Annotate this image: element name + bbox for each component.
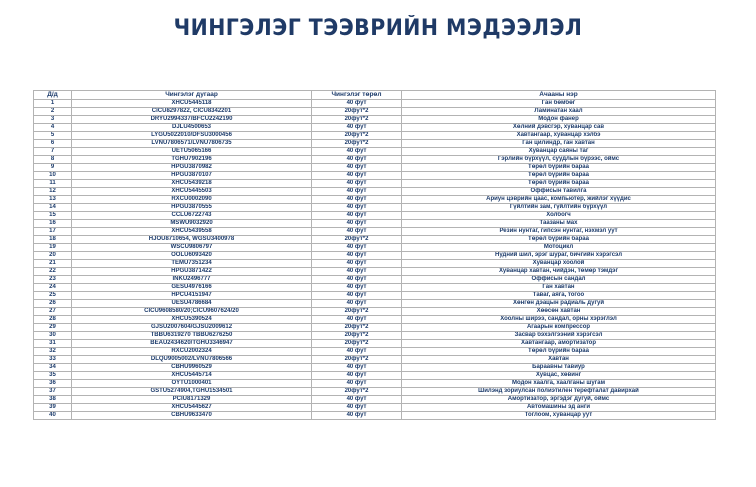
row-index: 27 [34,308,72,316]
container-number: XHCU5390524 [72,316,312,324]
table-row [34,276,716,284]
row-index: 11 [34,180,72,188]
table-row [34,196,716,204]
table-row [34,164,716,172]
table-row [34,260,716,268]
cargo-name: Автомашины эд анги [402,404,716,412]
table-row [34,284,716,292]
cargo-name: Хоолны ширээ, сандал, орны хэрэглэл [402,316,716,324]
container-number: UETU5065166 [72,148,312,156]
table-row [34,228,716,236]
container-number: HJOU8710654, WGSU3400978 [72,236,312,244]
row-index: 37 [34,388,72,396]
container-number: DLQU9005002/LVNU7806566 [72,356,312,364]
row-index: 14 [34,204,72,212]
container-type: 20фут*2 [312,388,402,396]
table-row [34,332,716,340]
table-row [34,100,716,108]
cargo-name: Ариун цэврийн цаас, компьютер, жийлэг хүүдис [402,196,716,204]
cargo-name: Хөлний дэвсгэр, хуванцар сав [402,124,716,132]
row-index: 24 [34,284,72,292]
table-row [34,148,716,156]
table-row [34,396,716,404]
container-type: 40 фут [312,380,402,388]
container-number: HPCU4151947 [72,292,312,300]
cargo-name: Засвар бэхэлгээний хэрэгсэл [402,332,716,340]
cargo-name: Холбогч [402,212,716,220]
table-row [34,292,716,300]
table-row [34,172,716,180]
table-row [34,108,716,116]
cargo-name: Төрөл бүрийн бараа [402,348,716,356]
cargo-name: Тоглоом, хуванцар уут [402,412,716,420]
container-number: CCLU6722743 [72,212,312,220]
row-index: 32 [34,348,72,356]
cargo-name: Хуванцар хавтан, чийдэн, төмөр тэмдэг [402,268,716,276]
table-row [34,244,716,252]
table-row [34,356,716,364]
cargo-name: Хавтан [402,356,716,364]
cargo-name: Таваг, аяга, тогоо [402,292,716,300]
cargo-name: Хуванцар хоолой [402,260,716,268]
row-index: 3 [34,116,72,124]
row-index: 16 [34,220,72,228]
cargo-name: Хавтангаар, хуванцар хэлбэ [402,132,716,140]
cargo-name: Таазаны мах [402,220,716,228]
table-row [34,372,716,380]
header-container-type: Чингэлэг төрөл [312,91,402,100]
container-number: HPGU3870107 [72,172,312,180]
row-index: 26 [34,300,72,308]
table-row [34,252,716,260]
container-type: 40 фут [312,156,402,164]
container-number: OOLU6093420 [72,252,312,260]
row-index: 18 [34,236,72,244]
container-type: 40 фут [312,276,402,284]
container-number: WSCU9806797 [72,244,312,252]
container-number: DJLU4500653 [72,124,312,132]
table-row [34,116,716,124]
table-row [34,212,716,220]
cargo-name: Агаарын компрессор [402,324,716,332]
row-index: 12 [34,188,72,196]
container-number: GSTU5274904,TGHU1534501 [72,388,312,396]
table-header-row [34,91,716,100]
row-index: 31 [34,340,72,348]
table-row [34,132,716,140]
table-row [34,124,716,132]
container-number: GESU4976166 [72,284,312,292]
row-index: 36 [34,380,72,388]
cargo-name: Оффисын тавилга [402,188,716,196]
container-type: 40 фут [312,180,402,188]
container-number: RXCU0002090 [72,196,312,204]
container-type: 40 фут [312,100,402,108]
container-number: OYTU1000401 [72,380,312,388]
cargo-name: Ган хавтан [402,284,716,292]
container-number: RXCU2002324 [72,348,312,356]
table-row [34,308,716,316]
container-number: CICU9608580/20;CICU9607624/20 [72,308,312,316]
table-row [34,300,716,308]
header-container-number: Чингэлэг дугаар [72,91,312,100]
table-row [34,236,716,244]
row-index: 9 [34,164,72,172]
container-number: GJSU2007604/GJSU2009612 [72,324,312,332]
container-number: LYGU5022010/DFSU3000456 [72,132,312,140]
container-type: 40 фут [312,204,402,212]
row-index: 4 [34,124,72,132]
container-type: 40 фут [312,412,402,420]
container-type: 40 фут [312,300,402,308]
table-row [34,380,716,388]
row-index: 8 [34,156,72,164]
container-number: TGHU7902196 [72,156,312,164]
row-index: 34 [34,364,72,372]
row-index: 2 [34,108,72,116]
table-row [34,316,716,324]
table-row [34,340,716,348]
table-row [34,188,716,196]
container-type: 40 фут [312,148,402,156]
table-row [34,404,716,412]
cargo-name: Төрөл бүрийн бараа [402,180,716,188]
row-index: 25 [34,292,72,300]
row-index: 33 [34,356,72,364]
cargo-name: Хавтангаар, амортизатор [402,340,716,348]
table-row [34,348,716,356]
container-number: XHCU5445627 [72,404,312,412]
cargo-name: Бараавны тавиур [402,364,716,372]
container-number: CBHU9960529 [72,364,312,372]
row-index: 7 [34,148,72,156]
row-index: 13 [34,196,72,204]
container-type: 20фут*2 [312,116,402,124]
row-index: 30 [34,332,72,340]
container-type: 40 фут [312,228,402,236]
cargo-name: Оффисын сандал [402,276,716,284]
cargo-name: Нудний шил, эрэг шураг, бичгийн хэрэгсэл [402,252,716,260]
table-row [34,156,716,164]
container-type: 40 фут [312,284,402,292]
cargo-name: Амортизатор, эргэдэг дугуй, оймс [402,396,716,404]
container-number: HPGU3871422 [72,268,312,276]
row-index: 28 [34,316,72,324]
container-table [33,90,716,420]
cargo-name: Төрөл бүрийн бараа [402,164,716,172]
row-index: 22 [34,268,72,276]
container-number: CBHU9633470 [72,412,312,420]
container-number: XHCU5445503 [72,188,312,196]
cargo-name: Резин нунтаг, гипсэн нунтаг, нэхмэл уут [402,228,716,236]
cargo-name: Төрөл бүрийн бараа [402,236,716,244]
container-type: 40 фут [312,164,402,172]
container-type: 40 фут [312,220,402,228]
container-type: 40 фут [312,124,402,132]
container-type: 40 фут [312,396,402,404]
container-type: 40 фут [312,372,402,380]
container-number: XHCU5439218 [72,180,312,188]
cargo-name: Хувцас, хөвинг [402,372,716,380]
container-type: 20фут*2 [312,140,402,148]
cargo-name: Гэрлийн бүрхүүл, суудлын бүрээс, оймс [402,156,716,164]
cargo-name: Төрөл бүрийн бараа [402,172,716,180]
cargo-name: Хуванцар саяны таг [402,148,716,156]
container-type: 20фут*2 [312,324,402,332]
container-number: MSWU9032920 [72,220,312,228]
container-type: 40 фут [312,292,402,300]
container-type: 40 фут [312,212,402,220]
container-type: 40 фут [312,260,402,268]
row-index: 39 [34,404,72,412]
container-type: 40 фут [312,196,402,204]
page-title: ЧИНГЭЛЭГ ТЭЭВРИЙН МЭДЭЭЛЭЛ [173,16,583,41]
container-type: 40 фут [312,172,402,180]
cargo-name: Хөнгөн дэацын радиаль дугуй [402,300,716,308]
container-number: LVNU7806571/LVNU7806735 [72,140,312,148]
table-row [34,412,716,420]
container-type: 40 фут [312,348,402,356]
table-row [34,140,716,148]
container-number: XHCU5445118 [72,100,312,108]
container-number: PCIU8171329 [72,396,312,404]
container-number: DRYU2994337/BFCU2242190 [72,116,312,124]
table-row [34,220,716,228]
container-type: 20фут*2 [312,340,402,348]
row-index: 29 [34,324,72,332]
cargo-name: Модон хаалга, хаалганы шугам [402,380,716,388]
container-number: BEAU2434620/TGHU3346947 [72,340,312,348]
container-number: TBBU6319270 TBBU6276250 [72,332,312,340]
container-number: UESU4786684 [72,300,312,308]
container-type: 20фут*2 [312,332,402,340]
row-index: 5 [34,132,72,140]
container-type: 20фут*2 [312,236,402,244]
table-row [34,204,716,212]
container-number: TEMU7351234 [72,260,312,268]
container-number: CICU8297822, CICU8342201 [72,108,312,116]
container-type: 40 фут [312,404,402,412]
cargo-name: Ган бөмбөг [402,100,716,108]
table-row [34,180,716,188]
cargo-name: Мотоцикл [402,244,716,252]
table-row [34,364,716,372]
container-type: 40 фут [312,316,402,324]
row-index: 17 [34,228,72,236]
cargo-name: Ламинатан хаал [402,108,716,116]
container-type: 20фут*2 [312,132,402,140]
row-index: 21 [34,260,72,268]
container-type: 20фут*2 [312,308,402,316]
row-index: 1 [34,100,72,108]
table-row [34,324,716,332]
container-number: HPGU3870555 [72,204,312,212]
row-index: 23 [34,276,72,284]
row-index: 6 [34,140,72,148]
container-type: 40 фут [312,268,402,276]
table-body [34,100,716,420]
container-type: 20фут*2 [312,108,402,116]
container-number: INKU2496777 [72,276,312,284]
row-index: 19 [34,244,72,252]
table-row [34,268,716,276]
container-type: 40 фут [312,364,402,372]
container-type: 40 фут [312,252,402,260]
container-type: 20фут*2 [312,356,402,364]
container-number: HPGU3870982 [72,164,312,172]
container-type: 40 фут [312,188,402,196]
row-index: 40 [34,412,72,420]
container-number: XHCU5439558 [72,228,312,236]
header-cargo-name: Ачааны нэр [402,91,716,100]
row-index: 38 [34,396,72,404]
row-index: 35 [34,372,72,380]
container-number: XHCU5445714 [72,372,312,380]
cargo-name: Модон фанер [402,116,716,124]
row-index: 10 [34,172,72,180]
header-index: Д/д [34,91,72,100]
cargo-name: Ган цилиндр, ган хавтан [402,140,716,148]
row-index: 15 [34,212,72,220]
container-type: 40 фут [312,244,402,252]
row-index: 20 [34,252,72,260]
cargo-name: Гүйлтийн зам, гүйлтийн бүрхүүл [402,204,716,212]
cargo-name: Шилэнд зориулсан полиэтилен терефталат давирхай [402,388,716,396]
table-row [34,388,716,396]
cargo-name: Хөөсөн хавтан [402,308,716,316]
